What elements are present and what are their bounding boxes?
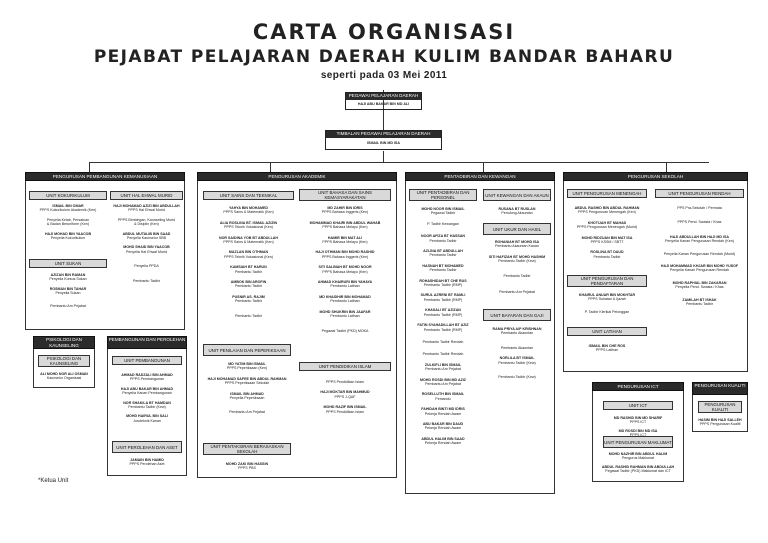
header-pembangunan-perolehan: PEMBANGUNAN DAN PEROLEHAN — [107, 336, 187, 349]
unit-sukan-title: UNIT SUKAN — [29, 259, 107, 268]
unit-pentadbiran-title: UNIT PENTADBIRAN DAN PERSONEL — [409, 189, 477, 201]
unit-kokurikulum-list — [29, 204, 107, 240]
deputy-name: ISMAIL BIN MD ISA — [367, 141, 400, 145]
header-sekolah: PENGURUSAN SEKOLAH — [563, 172, 748, 181]
unit-hal-ehwal-list — [110, 204, 183, 283]
list-item: ROSMAN BIN TAHAR Penyelia Sukan — [49, 286, 87, 296]
list-item: NORLILA BT ISMAIL Pembantu Tadbir (Kew) — [498, 356, 536, 365]
list-item: PPPS Pendidikan Islam — [326, 380, 364, 384]
list-item: Pembantu Tadbir Rendah — [422, 352, 464, 357]
header-pentadbiran: PENTADBIRAN DAN KEWANGAN — [405, 172, 555, 181]
list-item: AMBOK BIN AROFIN Pembantu Tadbir — [230, 280, 267, 289]
unit-islam-list — [299, 380, 391, 414]
list-item: JAMAIN BIN HAMID PPPS Perolehan Aset — [129, 458, 165, 467]
list-item: ABDUL RASHID BIN ABDUL RAHMAN PPPS Pengurusan Menengah (Ken) — [574, 206, 640, 215]
list-item: ABDUL RASHID RAHMAN BIN ABDULLAH Pegawai Tadbir (PKD) Maklumat dan ICT — [601, 464, 675, 474]
connector-drop-2 — [270, 162, 271, 172]
list-item: Penyelia PPDA — [134, 264, 159, 269]
list-item: HAJI OTHMAN BIN MOHD RASHID PPPS Bahasa Inggeris (Ken) — [315, 250, 375, 259]
list-item: Pembantu Tadbir (Kew) — [498, 375, 536, 380]
list-item: AHMAD KHAIRURI BIN YAHAYA Pembantu Latihan — [317, 280, 373, 289]
office-title: PEJABAT PELAJARAN DAERAH KULIM BANDAR BAHARU — [93, 47, 675, 67]
unit-ukur-title: UNIT UKUR DAN HASIL — [483, 223, 551, 235]
unit-pembangunan-list — [108, 373, 186, 423]
list-item: Pegawai Tadbir (PKD) MOKA — [321, 328, 369, 333]
list-item: YAHYA BIN MOHAMED PPPS Sains & Matematik (Ken) — [223, 206, 274, 215]
unit-islam-title: UNIT PENDIDIKAN ISLAM — [299, 362, 391, 371]
list-item: ISMAIL BIN CHE ROS PPPS Latihan — [588, 344, 626, 353]
list-item: HAJI ABU BAKAR BIN AHMAD Penyelia Kanan Pembangunan — [120, 386, 174, 396]
list-item: RAMA PRIYA A/P KRISHNAN Pembantu Akauntan — [492, 327, 542, 336]
list-item: ABDUL MUTALIB BIN SAAD Penyelia Kaunselor SBB — [122, 231, 171, 241]
unit-penilaian-list — [200, 362, 294, 415]
list-item: MD KHAIDHIR BIN MOHAMAD Pembantu Latihan — [319, 294, 371, 304]
list-item: KAMSIAH BT HARUN Pembantu Tadbir — [230, 265, 267, 274]
list-item: MOHD RAPHIAL BIN ZAKARAN Penyelia Pend. Swasta / Khas — [672, 280, 727, 290]
head-title: PEGAWAI PELAJARAN DAERAH — [346, 93, 421, 100]
list-item: MOHD ZAKI BIN HASSIN PPPS PBS — [225, 462, 269, 471]
list-item: ABU BAKAR BIN DAUD Pekerja Rendah Awam — [422, 421, 464, 431]
list-item: NOOR AFIZA BT HASSAN Pembantu Tadbir — [420, 234, 466, 243]
head-box — [345, 92, 422, 110]
list-item: MD ROSDI BIN MD ISA — [618, 428, 658, 433]
list-item: HAJI MOHAMAD AZIZI BIN ABDULLAH PPPS Hal Ehwal Murid — [113, 204, 180, 213]
list-item: KHASALI BT AZIZAN Pembantu Tadbir (RMP) — [423, 308, 463, 317]
unit-bahasa-list — [299, 206, 391, 333]
unit-perolehan-list — [108, 458, 186, 467]
list-item: HASIM BIN HAJI SALLEH PPPS Pengurusan Kualiti — [698, 418, 742, 427]
list-item: ZAMILAH BT ISHAK Pembantu Tadbir — [682, 297, 717, 307]
list-item: MD ZAHIR BIN IDRIS PPPS Bahasa Inggeris (Ken) — [321, 206, 369, 215]
list-item: PPPS Pend. Swasta / Khas — [677, 220, 722, 225]
unit-sains-list — [203, 206, 294, 318]
unit-menengah-list — [564, 206, 650, 259]
connector-horizontal — [89, 162, 709, 163]
list-item: MD RASHID BIN MD SHARIF PPPS ICT — [613, 416, 663, 425]
list-item: PPPS Bimbingan, Kaunseling Murid & Disiplin (Ken) — [117, 217, 176, 227]
list-item: HAJI MOHAMAD SAFEE BIN ABDUL RAHMAN PPPS Peperiksaan Sekolah — [207, 376, 287, 386]
unit-bahasa-title: UNIT BAHASA DAN SAINS KEMASYARAKATAN — [299, 189, 391, 201]
header-ict: PENGURUSAN ICT — [592, 382, 684, 391]
unit-perolehan-title: UNIT PEROLEHAN DAN ASET — [112, 441, 182, 453]
unit-rendah-title: UNIT PENGURUSAN RENDAH — [655, 189, 744, 198]
unit-bayaran-list — [480, 327, 554, 379]
list-item: HASNAH BT MOHAMED Pembantu Tadbir — [422, 263, 464, 273]
unit-maklumat-title: UNIT PENGURUSAN MAKLUMAT — [603, 436, 673, 448]
list-item: Pembantu Am Pejabat — [229, 410, 265, 415]
list-item: Pembantu Am Pejabat — [50, 303, 86, 308]
list-item: ROSLINA BT DAUD Pembantu Tadbir — [590, 250, 624, 259]
list-item: MOHD HAIRUL BIN SALI Juruteknik Kanan — [126, 414, 168, 423]
unit-kewangan-list-2 — [480, 240, 554, 294]
unit-pentadbiran-list — [406, 207, 480, 446]
date-subtitle: seperti pada 03 Mei 2011 — [320, 70, 448, 81]
unit-maklumat-list — [593, 452, 683, 474]
list-item: HAJI MOHAD BIN YAACOB Penyelia Kokurikulum — [44, 231, 92, 241]
list-item: PUSNIR AS. RAJIM Pembantu Tadbir — [232, 294, 265, 304]
footnote: *Ketua Unit — [38, 478, 69, 484]
list-item: NOR SAIDINA YOB BT ABDULLAH PPPS Sains & Matematik (Ken) — [219, 235, 278, 245]
list-item: MOHAMMAD KHAIRI BIN ABDUL WAHAB PPPS Bahasa Melayu (Ken) — [309, 220, 381, 230]
header-psikologi: PSIKOLOGI DAN KAUNSELING — [33, 336, 95, 349]
unit-kewangan-title: UNIT KEWANGAN DAN AKAUN — [483, 189, 551, 201]
list-item: MD YATIM BIN ISMAIL PPPS Peperiksaan (Ken) — [226, 362, 268, 371]
list-item: ABDUL HALIM BIN SAAD Pekerja Rendah Awam — [421, 436, 465, 446]
list-item: KHOTIJAH BT MAHAD PPPS Pengurusan Menengah (Murid) — [576, 220, 638, 230]
list-item: Pembantu Am Pejabat — [499, 290, 535, 295]
list-item: Penyelia Kanan Pengurusan Rendah (Murid) — [663, 251, 736, 256]
chart-title: CARTA ORGANISASI — [252, 20, 516, 44]
list-item: Penyelia Kelab, Persatuan & Badan Beruniform (Ken) — [46, 217, 90, 227]
list-item: ALI MOHD NOR ALI OSMAN Kaunselor Organisasi — [40, 372, 88, 381]
header-pembangunan-kemanusiaan: PENGURUSAN PEMBANGUNAN KEMANUSIAAN — [25, 172, 185, 181]
list-item: ROSELLUTH BIN ISMAIL Pemandu — [421, 392, 465, 401]
head-name: HAJI ABU BAKAR BIN MD ALI — [357, 102, 410, 106]
unit-ict-title: UNIT ICT — [603, 401, 673, 410]
list-item: Pembantu Akauntan — [500, 345, 534, 350]
list-item: SITI SALBIAH BT MOHD NOOR PPPS Bahasa Melayu (Ken) — [318, 265, 372, 274]
unit-kewangan-list — [480, 207, 554, 216]
list-item: RUSANA BT RUSLAN Penolong Akauntan — [498, 207, 536, 216]
list-item: MOHD RAZIF BIN ISMAIL PPPS Pendidikan Islam — [323, 405, 367, 414]
list-item: AHMAD RADZALI BIN AHMAD PPPS Pembangunan — [121, 373, 173, 382]
list-item: MOHD RIDZUAN BIN MAT ISA PPPS KSSM / SBT7 — [581, 235, 633, 245]
list-item: ISMAIL BIN AHMAD Penyelia Peperiksaan — [229, 391, 265, 401]
unit-pentaksiran-title: UNIT PENTAKSIRAN BERASASKAN SEKOLAH — [203, 443, 291, 455]
list-item: ROHANIAH BT MOHD ISA Pembantu Akauntan Kanan — [494, 240, 540, 249]
header-kualiti: PENGURUSAN KUALITI — [692, 382, 748, 395]
header-akademik: PENGURUSAN AKADEMIK — [197, 172, 397, 181]
list-item: Pembantu Tadbir Rendah — [422, 339, 464, 344]
unit-bayaran-title: UNIT BAYARAN DAN GAJI — [483, 309, 551, 321]
list-item: HAJI MOKTAR BIN MAHMUD PPPS J-QAF — [320, 390, 370, 399]
unit-pendaftaran-list — [564, 293, 650, 314]
unit-penilaian-title: UNIT PENILAIAN DAN PEPERIKSAAN — [203, 344, 291, 356]
unit-kualiti-title: PENGURUSAN KUALITI — [698, 401, 742, 413]
unit-pendaftaran-title: UNIT PENGURUSAN DAN PENDAFTARAN — [567, 275, 647, 287]
list-item: HAMIR BIN MAT ALI PPPS Bahasa Melayu (Ken) — [322, 235, 368, 245]
list-item: Pembantu Tadbir — [503, 273, 531, 278]
unit-latihan-list — [564, 344, 650, 353]
unit-ict-list — [593, 416, 683, 438]
list-item: P. Tadbir Klerikal Pelonggan — [584, 309, 630, 314]
list-item: ISMAIL BIN OMAR PPPS Kokurikulum Akademik (Ken) — [39, 204, 97, 213]
list-item: KHAIRUL ANUAR BIN MOKHTAR PPPS Sukatan & Ijazah — [578, 293, 636, 302]
list-item: SITI HAFIZAH BT MOHD HASHIM Pembantu Tadbir (Kew) — [488, 254, 546, 264]
unit-menengah-title: UNIT PENGURUSAN MENENGAH — [567, 189, 647, 198]
list-item: FAHIDAH BINTI MD IDRIS Pekerja Rendah Awam — [421, 407, 465, 416]
unit-rendah-list — [652, 206, 747, 306]
unit-kokurikulum-title: UNIT KOKURIKULUM — [29, 191, 107, 200]
list-item: ZULKIFLI BIN ISMAIL Pembantu Am Pejabat — [424, 362, 462, 372]
list-item: Pembantu Tadbir — [234, 313, 263, 318]
unit-kualiti-list — [692, 418, 748, 427]
list-item: ROHASHIDAH BT CHE RUS Pembantu Tadbir (RMP) — [419, 278, 467, 288]
list-item: MAZLAN BIN OTHMAN PPPS Teknik Vokasional (Ken) — [224, 250, 273, 259]
list-item: MOHD SHUKRIN BIN JAAFAR Pembantu Latihan — [319, 309, 371, 319]
list-item: Pembantu Tadbir — [132, 278, 161, 283]
list-item: HAJI ABDULLAH BIN HAJI MD ISA Penyelia Kanan Pengurusan Rendah (Ken) — [665, 234, 734, 244]
list-item: MOHD ROSDI BIN MD AZIZ Pembantu Am Pejabat — [420, 377, 466, 386]
unit-hal-ehwal-title: UNIT HAL EHWAL MURID — [110, 191, 183, 200]
connector-drop-3 — [483, 162, 484, 172]
deputy-box — [325, 130, 442, 150]
unit-sukan-list — [29, 273, 107, 308]
unit-pentaksiran-list — [203, 462, 291, 471]
list-item: PPS Pra-Sekolah / Permata — [677, 206, 722, 210]
list-item: P. Tadbir Kewangan — [427, 221, 459, 226]
list-item: MOHD SHAID BIN YAACOB Penyelia Hal Ehwal Murid — [123, 245, 170, 254]
list-item: SURUL AZRENI BT RAMLI Pembantu Tadbir (RMP) — [420, 293, 466, 302]
unit-latihan-title: UNIT LATIHAN — [567, 327, 647, 336]
list-item: ALIA ROSLINA BT. ISMAIL AZIZIN PPPS Teknik Vokasional (Ken) — [219, 220, 278, 230]
deputy-title: TIMBALAN PEGAWAI PELAJARAN DAERAH — [326, 131, 441, 138]
unit-sains-title: UNIT SAINS DAN TEKNIKAL — [203, 191, 294, 200]
list-item: NOR SHAKILA BT HAMDAN Pembantu Tadbir (Kew) — [123, 400, 171, 410]
connector-drop-1 — [89, 162, 90, 172]
list-item: MOHD NAZHIR BIN ABDUL HALIM Pengurus Maklumat — [608, 452, 668, 461]
unit-psikologi-title: PSIKOLOGI DAN KAUNSELING — [38, 355, 90, 367]
list-item: FATIN SYAHADILLAH BT AZIZ Pembantu Tadbir (RMP) — [417, 323, 469, 332]
connector-drop-4 — [666, 162, 667, 172]
list-item: MOHD NOOR BIN ISMAIL Pegawai Tadbir — [421, 207, 465, 216]
list-item: AZLINA BT ABDULLAH Pembantu Tadbir — [423, 249, 463, 258]
unit-psikologi-list — [33, 372, 95, 381]
list-item: AZIZAN BIN RAMAN Penyelia Kursus Sukan — [49, 273, 87, 282]
unit-pembangunan-title: UNIT PEMBANGUNAN — [112, 356, 182, 365]
list-item: HAJI MOHAMMAD KHJAR BIN MOHD YUSOF Penyelia Kanan Pengurusan Rendah — [660, 264, 739, 273]
